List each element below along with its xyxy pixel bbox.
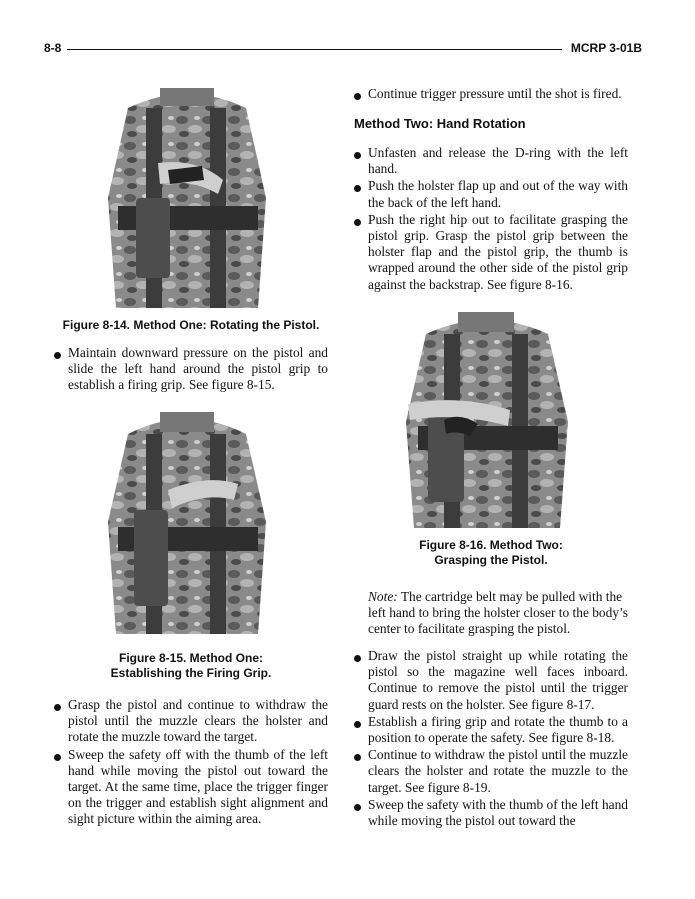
list-item: Continue trigger pressure until the shot is fired. bbox=[352, 86, 628, 102]
list-item: Push the right hip out to facilitate grasping the pistol grip. Grasp the pistol grip between the holster flap and the pistol grip, the thumb is wrapped around the other side of the pistol grip against the backstrap. See figure 8-16. bbox=[352, 212, 628, 293]
list-item: Maintain downward pressure on the pistol and slide the left hand around the pistol grip to establish a firing grip. See figure 8-15. bbox=[52, 345, 328, 394]
list-item: Sweep the safety off with the thumb of the left hand while moving the pistol out toward the target. At the same time, place the trigger finger on the trigger and establish sight alignment and sight picture within the aiming area. bbox=[52, 747, 328, 828]
list-item: Push the holster flap up and out of the way with the back of the left hand. bbox=[352, 178, 628, 210]
list-item: Draw the pistol straight up while rotating the pistol so the magazine well faces inboard. Continue to remove the pistol until the trigger guard rests on the holster. See figure 8-17. bbox=[352, 648, 628, 713]
page-number: 8-8 bbox=[44, 40, 67, 56]
figure-8-14-photo bbox=[98, 88, 276, 308]
figure-8-15-caption: Figure 8-15. Method One: Establishing the Firing Grip. bbox=[110, 651, 272, 680]
note-paragraph bbox=[368, 589, 630, 638]
note-text: The cartridge belt may be pulled with the left hand to bring the holster closer to the body’s center to facilitate grasping the pistol. bbox=[368, 589, 628, 637]
right-bullets-method-two bbox=[352, 145, 628, 294]
right-bullets-top bbox=[352, 86, 628, 103]
page-header bbox=[44, 40, 642, 58]
figure-8-16-caption: Figure 8-16. Method Two: Grasping the Pistol. bbox=[419, 538, 563, 567]
header-rule bbox=[64, 49, 562, 50]
right-bullets-bottom bbox=[352, 648, 628, 830]
list-item: Establish a firing grip and rotate the thumb to a position to operate the safety. See figure 8-18. bbox=[352, 714, 628, 746]
list-item: Unfasten and release the D-ring with the left hand. bbox=[352, 145, 628, 177]
list-item: Sweep the safety with the thumb of the left hand while moving the pistol out toward the bbox=[352, 797, 628, 829]
left-bullets-b bbox=[52, 697, 328, 829]
list-item: Grasp the pistol and continue to withdraw the pistol until the muzzle clears the holster and rotate the muzzle toward the target. bbox=[52, 697, 328, 746]
left-bullets-a bbox=[52, 345, 328, 395]
figure-8-15-photo bbox=[98, 412, 276, 634]
figure-8-14-caption: Figure 8-14. Method One: Rotating the Pistol. bbox=[62, 318, 320, 332]
list-item: Continue to withdraw the pistol until the muzzle clears the holster and rotate the muzzle to the target. See figure 8-19. bbox=[352, 747, 628, 796]
document-id: MCRP 3-01B bbox=[565, 40, 642, 56]
note-label: Note: bbox=[368, 589, 398, 604]
method-two-heading: Method Two: Hand Rotation bbox=[354, 116, 526, 131]
figure-8-16-photo bbox=[398, 312, 576, 528]
